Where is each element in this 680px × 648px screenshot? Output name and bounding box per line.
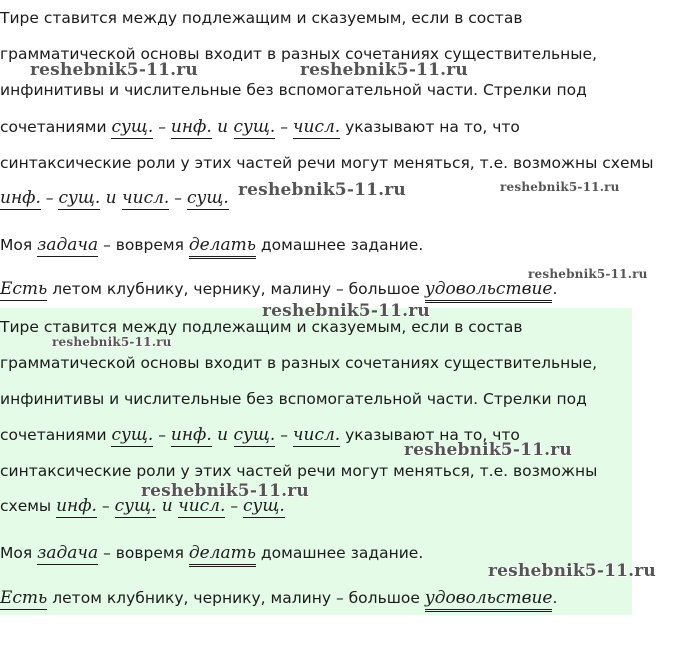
watermark: reshebnik5-11.ru <box>300 60 468 80</box>
text: сочетаниями <box>0 426 112 444</box>
rule-line-3: инфинитивы и числительные без вспомогательной части. Стрелки под <box>0 390 587 408</box>
scheme-noun: сущ. <box>114 496 157 516</box>
example-1 <box>0 235 423 255</box>
subject: задача <box>37 543 99 563</box>
scheme-infinitive: инф. <box>170 117 212 137</box>
dash: – <box>275 118 293 136</box>
rule-line-1: Тире ставится между подлежащим и сказуемым, если в состав <box>0 318 523 336</box>
scheme-noun: сущ. <box>111 425 154 445</box>
text: . <box>552 589 558 607</box>
text: сочетаниями <box>0 118 112 136</box>
scheme-numeral: числ. <box>178 496 226 516</box>
scheme-noun: сущ. <box>233 425 276 445</box>
watermark: reshebnik5-11.ru <box>52 335 172 349</box>
text: – вовремя <box>98 236 189 254</box>
dash: – <box>275 426 293 444</box>
text: домашнее задание. <box>256 236 424 254</box>
conj: и <box>100 188 123 208</box>
rule-line-4 <box>0 117 520 139</box>
rule-line-2: грамматической основы входит в разных сочетаниях существительные, <box>0 45 597 63</box>
scheme-noun: сущ. <box>233 117 276 137</box>
text: схемы <box>0 497 57 515</box>
dash: – <box>96 497 115 515</box>
predicate: удовольствие <box>425 279 553 303</box>
conj: и <box>156 496 179 516</box>
predicate: делать <box>189 543 256 567</box>
scheme-numeral: числ. <box>122 188 170 208</box>
watermark: reshebnik5-11.ru <box>30 60 198 80</box>
rule-line-6 <box>0 188 229 210</box>
scheme-noun: сущ. <box>111 117 154 137</box>
text: . <box>552 280 558 298</box>
dash: – <box>153 118 171 136</box>
watermark: reshebnik5-11.ru <box>500 180 620 194</box>
rule-line-2: грамматической основы входит в разных сочетаниях существительные, <box>0 354 597 372</box>
text: указывают на то, что <box>340 118 520 136</box>
conj: и <box>211 425 234 445</box>
watermark: reshebnik5-11.ru <box>141 481 309 501</box>
predicate: делать <box>189 235 256 259</box>
text: летом клубнику, чернику, малину – большое <box>47 280 425 298</box>
watermark: reshebnik5-11.ru <box>488 561 656 581</box>
watermark: reshebnik5-11.ru <box>238 180 406 200</box>
dash: – <box>40 189 59 207</box>
text: – вовремя <box>98 544 189 562</box>
scheme-infinitive: инф. <box>56 496 97 516</box>
watermark: reshebnik5-11.ru <box>262 301 430 321</box>
watermark: reshebnik5-11.ru <box>528 267 648 281</box>
rule-line-1: Тире ставится между подлежащим и сказуемым, если в состав <box>0 9 523 27</box>
subject: Есть <box>0 588 48 608</box>
dash: – <box>225 497 244 515</box>
conj: и <box>211 117 234 137</box>
dash: – <box>169 189 187 207</box>
rule-line-5: синтаксические роли у этих частей речи могут меняться, т.е. возможны схемы <box>0 154 654 172</box>
predicate: удовольствие <box>425 588 553 612</box>
text: домашнее задание. <box>256 544 424 562</box>
scheme-numeral: числ. <box>292 117 341 137</box>
dash: – <box>153 426 171 444</box>
scheme-noun: сущ. <box>186 188 229 208</box>
text: летом клубнику, чернику, малину – большое <box>47 589 425 607</box>
example-1 <box>0 543 423 563</box>
text: Моя <box>0 236 38 254</box>
example-2 <box>0 588 557 608</box>
scheme-infinitive: инф. <box>170 425 212 445</box>
watermark: reshebnik5-11.ru <box>404 440 572 460</box>
scheme-noun: сущ. <box>58 188 101 208</box>
scheme-infinitive: инф. <box>0 188 41 208</box>
scheme-noun: сущ. <box>243 496 285 516</box>
text: указывают на то, что <box>340 426 520 444</box>
example-2 <box>0 279 557 299</box>
scheme-numeral: числ. <box>292 425 341 445</box>
text: Моя <box>0 544 38 562</box>
subject: задача <box>37 235 99 255</box>
rule-line-5: синтаксические роли у этих частей речи могут меняться, т.е. возможны <box>0 462 598 480</box>
subject: Есть <box>0 279 48 299</box>
rule-line-3: инфинитивы и числительные без вспомогательной части. Стрелки под <box>0 81 587 99</box>
